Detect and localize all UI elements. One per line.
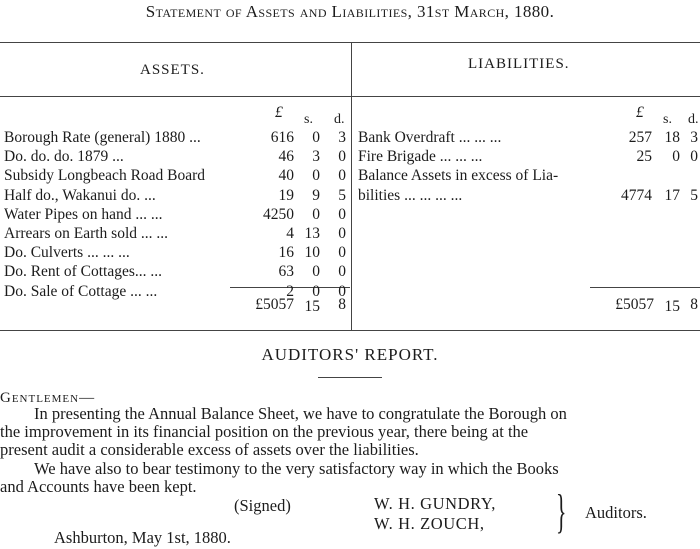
asset-row-pence: 0: [338, 282, 346, 300]
liability-row-pence: 3: [690, 129, 698, 146]
liability-row-label: bilities ... ... ... ...: [358, 186, 463, 204]
asset-row-pence: 0: [338, 148, 346, 166]
report-title: AUDITORS' REPORT.: [261, 345, 439, 364]
report-para1-line1: In presenting the Annual Balance Sheet, we have to congratulate the Borough on: [34, 404, 567, 423]
liability-row-label: Bank Overdraft ... ... ...: [358, 129, 502, 146]
asset-row-pounds: 4: [286, 225, 294, 242]
liability-row-shillings: 17: [664, 186, 680, 204]
assets-heading: ASSETS.: [140, 62, 205, 78]
liabilities-heading: LIABILITIES.: [468, 56, 570, 72]
asset-row-label: Water Pipes on hand ... ...: [4, 205, 163, 223]
asset-row-pence: 0: [338, 244, 346, 262]
table-heading-rule: [0, 96, 700, 97]
liability-row-pence: 0: [690, 148, 698, 166]
asset-row-pence: 0: [338, 263, 346, 281]
report-place-date: Ashburton, May 1st, 1880.: [54, 528, 231, 547]
liability-row-shillings: 0: [672, 148, 680, 166]
asset-row-label: Borough Rate (general) 1880 ...: [4, 129, 201, 146]
liability-row-label: Fire Brigade ... ... ...: [358, 148, 483, 166]
asset-row-pounds: 40: [278, 167, 294, 185]
liability-row-shillings: 18: [664, 129, 680, 146]
assets-pence-header: d.: [334, 112, 345, 127]
asset-row-pence: 5: [338, 186, 346, 204]
asset-row-shillings: 0: [312, 263, 320, 281]
liabilities-total-shillings: 15: [664, 298, 680, 315]
asset-row-pence: 0: [338, 225, 346, 242]
asset-row-pounds: 616: [270, 129, 294, 146]
asset-row-shillings: 9: [312, 186, 320, 204]
auditors-label: Auditors.: [585, 503, 647, 522]
asset-row-pence: 0: [338, 205, 346, 223]
asset-row-shillings: 3: [312, 148, 320, 166]
statement-title: Statement of Assets and Liabilities, 31st March, 1880.: [145, 2, 555, 21]
asset-row-pounds: 46: [278, 148, 294, 166]
report-para1-line3: present audit a considerable excess of assets over the liabilities.: [0, 440, 419, 459]
asset-row-shillings: 0: [312, 129, 320, 146]
assets-total-pounds: £5057: [255, 296, 294, 313]
report-para1-line2: the improvement in its financial position on the previous year, there being at the: [0, 422, 529, 441]
auditor-zouch: W. H. ZOUCH,: [374, 514, 485, 533]
liabilities-total-pence: 8: [690, 296, 698, 313]
report-title-underline: [318, 377, 382, 378]
asset-row-shillings: 0: [312, 167, 320, 185]
asset-row-pounds: 2: [286, 282, 294, 300]
report-para2-line2: and Accounts have been kept.: [0, 477, 197, 496]
liabilities-total-rule: [590, 287, 700, 288]
asset-row-label: Do. Sale of Cottage ... ...: [4, 282, 158, 300]
table-bottom-rule: [0, 330, 700, 331]
table-top-rule: [0, 42, 700, 43]
liability-row-pence: 5: [690, 186, 698, 204]
asset-row-label: Half do., Wakanui do. ...: [4, 186, 156, 204]
assets-total-shillings: 15: [304, 298, 320, 315]
signed-label: (Signed): [234, 496, 291, 515]
assets-total-pence: 8: [338, 296, 346, 313]
asset-row-shillings: 13: [304, 225, 320, 242]
asset-row-pounds: 19: [278, 186, 294, 204]
asset-row-shillings: 0: [312, 205, 320, 223]
asset-row-pounds: 16: [278, 244, 294, 262]
auditor-gundry: W. H. GUNDRY,: [374, 494, 496, 513]
liability-row-pounds: 4774: [621, 186, 652, 204]
table-center-divider: [351, 42, 352, 330]
asset-row-shillings: 0: [312, 282, 320, 300]
asset-row-shillings: 10: [304, 244, 320, 262]
asset-row-pounds: 4250: [263, 205, 294, 223]
liabilities-total-pounds: £5057: [615, 296, 654, 313]
report-para2-line1: We have also to bear testimony to the very satisfactory way in which the Books: [34, 459, 559, 478]
asset-row-label: Arrears on Earth sold ... ...: [4, 225, 168, 242]
asset-row-label: Do. Culverts ... ... ...: [4, 244, 130, 262]
assets-pounds-header: £: [275, 104, 283, 121]
assets-shillings-header: s.: [304, 112, 313, 127]
asset-row-pence: 0: [338, 167, 346, 185]
asset-row-label: Do. Rent of Cottages... ...: [4, 263, 162, 281]
liability-row-pounds: 257: [628, 129, 652, 146]
liabilities-pounds-header: £: [636, 104, 644, 121]
asset-row-label: Do. do. do. 1879 ...: [4, 148, 124, 166]
liabilities-shillings-header: s.: [663, 112, 672, 127]
liability-row-pounds: 25: [636, 148, 652, 166]
asset-row-label: Subsidy Longbeach Road Board: [4, 167, 206, 185]
asset-row-pounds: 63: [278, 263, 294, 281]
report-salutation: Gentlemen—: [0, 390, 96, 406]
liabilities-pence-header: d.: [688, 112, 699, 127]
asset-row-pence: 3: [338, 129, 346, 146]
auditors-brace: }: [556, 485, 567, 538]
liability-row-label: Balance Assets in excess of Lia-: [358, 167, 559, 185]
